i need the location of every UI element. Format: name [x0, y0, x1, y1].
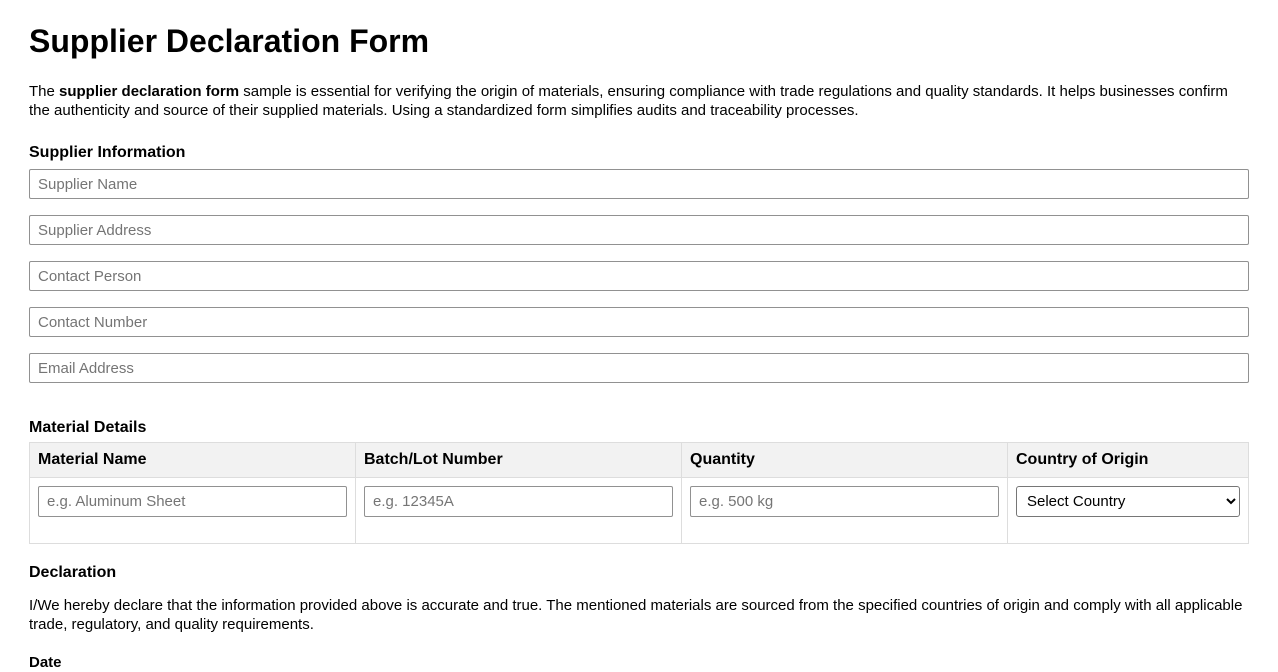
- material-details-table: [29, 442, 1249, 544]
- column-header-country-of-origin: Country of Origin: [1008, 443, 1249, 478]
- date-label: Date: [29, 654, 62, 671]
- material-name-input[interactable]: [38, 486, 347, 517]
- table-header-row: [30, 443, 1249, 478]
- email-address-input[interactable]: [29, 353, 1249, 383]
- supplier-information-fields: [29, 169, 1249, 383]
- country-of-origin-cell: [1008, 478, 1249, 544]
- column-header-material-name: Material Name: [30, 443, 356, 478]
- material-details-heading: Material Details: [29, 419, 147, 436]
- page-title: Supplier Declaration Form: [29, 23, 430, 59]
- quantity-cell: [682, 478, 1008, 544]
- supplier-name-input[interactable]: [29, 169, 1249, 199]
- quantity-input[interactable]: [690, 486, 999, 517]
- country-select[interactable]: [1016, 486, 1240, 517]
- material-name-cell: [30, 478, 356, 544]
- contact-person-input[interactable]: [29, 261, 1249, 291]
- table-row: [30, 478, 1249, 544]
- batch-lot-cell: [356, 478, 682, 544]
- column-header-batch-lot-number: Batch/Lot Number: [356, 443, 682, 478]
- intro-prefix: The: [29, 83, 60, 100]
- batch-lot-number-input[interactable]: [364, 486, 673, 517]
- intro-rest: sample is essential for verifying the origin of materials, ensuring compliance with trade regulations and quality standards. It helps businesses confirm the authenticity and source of their supplied materials. Using a standardized form simplifies audits and traceability processes.: [29, 83, 1228, 119]
- column-header-quantity: Quantity: [682, 443, 1008, 478]
- intro-bold-phrase: supplier declaration form: [59, 83, 240, 100]
- declaration-text: I/We hereby declare that the information provided above is accurate and true. The mentioned materials are sourced from the specified countries of origin and comply with all applicable trade, regulatory, and quality requirements.: [29, 597, 1243, 633]
- intro-paragraph: [29, 83, 1249, 120]
- declaration-heading: Declaration: [29, 564, 117, 581]
- contact-number-input[interactable]: [29, 307, 1249, 337]
- supplier-information-heading: Supplier Information: [29, 144, 186, 161]
- supplier-address-input[interactable]: [29, 215, 1249, 245]
